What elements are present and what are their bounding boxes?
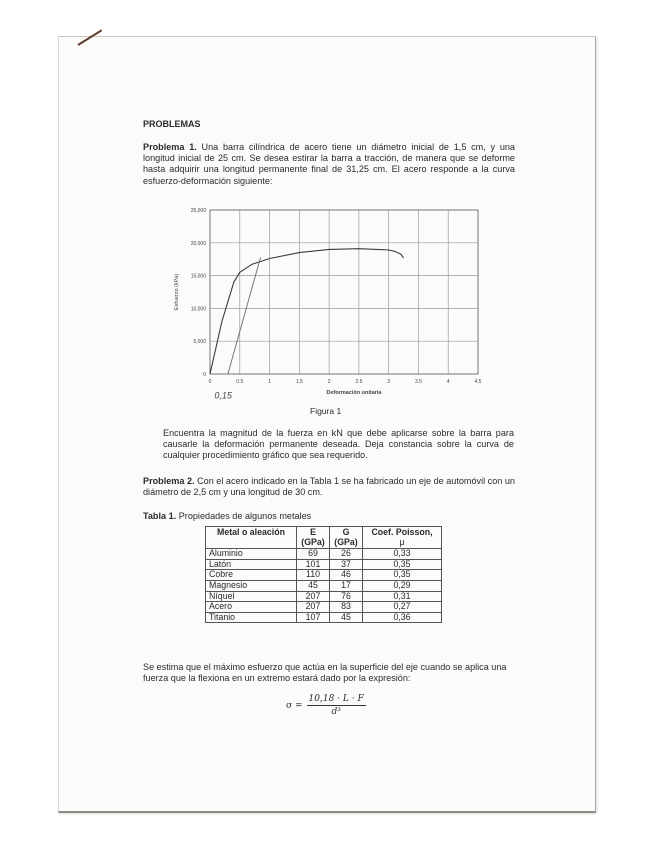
formula-lhs: σ = (286, 700, 303, 711)
y-axis-ticks (191, 208, 207, 378)
table-cell-value: 46 (330, 570, 363, 581)
stress-formula (286, 694, 366, 717)
table-caption (143, 511, 311, 522)
x-tick-label: 0 (208, 379, 212, 385)
closing-text: Se estima que el máximo esfuerzo que actúa en la superficie del eje cuando se aplica una fuerza que la flexiona en un extremo estará dado por la expresión: (143, 662, 507, 684)
header-poisson-line1: Coef. Poisson, (371, 527, 433, 537)
y-tick-label: 5,000 (193, 339, 206, 346)
header-e (297, 527, 330, 549)
table-cell-value: 0,35 (363, 559, 442, 570)
problem-1-statement (143, 142, 515, 187)
problem-2-label: Problema 2. (143, 476, 195, 486)
x-tick-label: 0.5 (236, 379, 244, 385)
x-tick-label: 2 (327, 379, 331, 385)
table-cell-value: 101 (297, 559, 330, 570)
y-tick-label: 15,000 (190, 273, 206, 280)
table-cell-metal: Acero (206, 602, 297, 613)
figure-caption: Figura 1 (310, 406, 342, 416)
x-axis-label: Deformación unitaria (326, 390, 382, 396)
table-cell-value: 37 (330, 559, 363, 570)
table-cell-value: 69 (297, 549, 330, 560)
header-poisson-line2: μ (399, 536, 405, 547)
problem-2-statement (143, 476, 515, 498)
problem-2-text: Con el acero indicado en la Tabla 1 se ha fabricado un eje de automóvil con un diámetro de 2,5 cm y una longitud de 30 cm. (143, 476, 515, 498)
table-cell-value: 110 (297, 570, 330, 581)
x-tick-label: 4 (446, 379, 450, 385)
y-tick-label: 10,000 (190, 306, 206, 313)
table-cell-metal: Latón (206, 559, 297, 570)
table-cell-value: 107 (297, 612, 330, 623)
table-row (206, 559, 442, 570)
table-cell-value: 0,33 (363, 549, 442, 560)
table-cell-value: 0,31 (363, 591, 442, 602)
handwritten-annotation: 0,15 (214, 390, 232, 401)
table-cell-value: 26 (330, 549, 363, 560)
table-cell-value: 45 (330, 612, 363, 623)
table-row (206, 591, 442, 602)
header-g-line1: G (342, 527, 350, 537)
metals-properties-table (205, 526, 442, 623)
y-tick-label: 25,000 (190, 208, 206, 214)
table-row (206, 549, 442, 560)
table-cell-value: 207 (297, 602, 330, 613)
table-row (206, 612, 442, 623)
series-line-unloading (228, 257, 261, 374)
table-header-row (206, 527, 442, 549)
x-tick-label: 1 (268, 379, 271, 385)
table-cell-value: 76 (330, 591, 363, 602)
problem-1-task: Encuentra la magnitud de la fuerza en kN que debe aplicarse sobre la barra para causarle la deformación permanente deseada. Deja constancia sobre la curva de cualquier procedimiento gráfico que sea requerido. (163, 428, 514, 461)
header-g-line2: (GPa) (334, 536, 358, 547)
header-metal (206, 527, 297, 549)
chart-series (210, 249, 404, 374)
table-row (206, 602, 442, 613)
x-tick-label: 4.5 (474, 379, 482, 385)
header-poisson (363, 527, 442, 549)
table-cell-metal: Magnesio (206, 580, 297, 591)
table-cell-value: 0,36 (363, 612, 442, 623)
header-e-line2: (GPa) (301, 536, 325, 547)
formula-denominator: d³ (331, 707, 341, 717)
table-row (206, 570, 442, 581)
x-tick-label: 3 (387, 379, 391, 385)
table-cell-value: 45 (297, 580, 330, 591)
header-metal-text: Metal o aleación (217, 527, 285, 537)
stress-strain-chart (168, 202, 488, 406)
y-tick-label: 0 (203, 372, 206, 378)
table-cell-value: 17 (330, 580, 363, 591)
section-heading: PROBLEMAS (143, 119, 201, 129)
y-axis-label: Esfuerzo (kPa) (174, 273, 180, 311)
y-tick-label: 20,000 (190, 240, 206, 247)
table-caption-text: Propiedades de algunos metales (178, 511, 312, 521)
problem-1-label: Problema 1. (143, 142, 197, 152)
table-cell-value: 0,35 (363, 570, 442, 581)
table-cell-metal: Titanio (206, 612, 297, 623)
chart-grid (210, 210, 478, 374)
x-tick-label: 1.5 (295, 379, 303, 385)
plot-frame (210, 210, 478, 374)
chart-annotations (214, 390, 233, 400)
table-cell-metal: Cobre (206, 570, 297, 581)
table-caption-label: Tabla 1. (143, 511, 177, 521)
x-tick-label: 2.5 (355, 379, 363, 385)
header-g (330, 527, 363, 549)
formula-fraction (307, 694, 366, 717)
x-axis-ticks (209, 379, 482, 385)
x-tick-label: 3.5 (414, 379, 422, 385)
table-cell-metal: Aluminio (206, 549, 297, 560)
series-line-stress-strain (210, 249, 404, 374)
table-cell-value: 207 (297, 591, 330, 602)
table-cell-metal: Níquel (206, 591, 297, 602)
table-body (206, 549, 442, 623)
table-row (206, 580, 442, 591)
table-cell-value: 0,27 (363, 602, 442, 613)
table-cell-value: 83 (330, 602, 363, 613)
table-cell-value: 0,29 (363, 580, 442, 591)
formula-numerator: 10,18 · L · F (308, 694, 364, 704)
problem-1-text: Una barra cilíndrica de acero tiene un diámetro inicial de 1,5 cm, y una longitud inicial de 25 cm. Se desea estirar la barra a tracción, de manera que se deforme hasta adquirir una longitud permanente final de 31,25 cm. El acero responde a la curva esfuerzo-deformación siguiente: (143, 142, 515, 186)
header-e-line1: E (310, 527, 316, 537)
